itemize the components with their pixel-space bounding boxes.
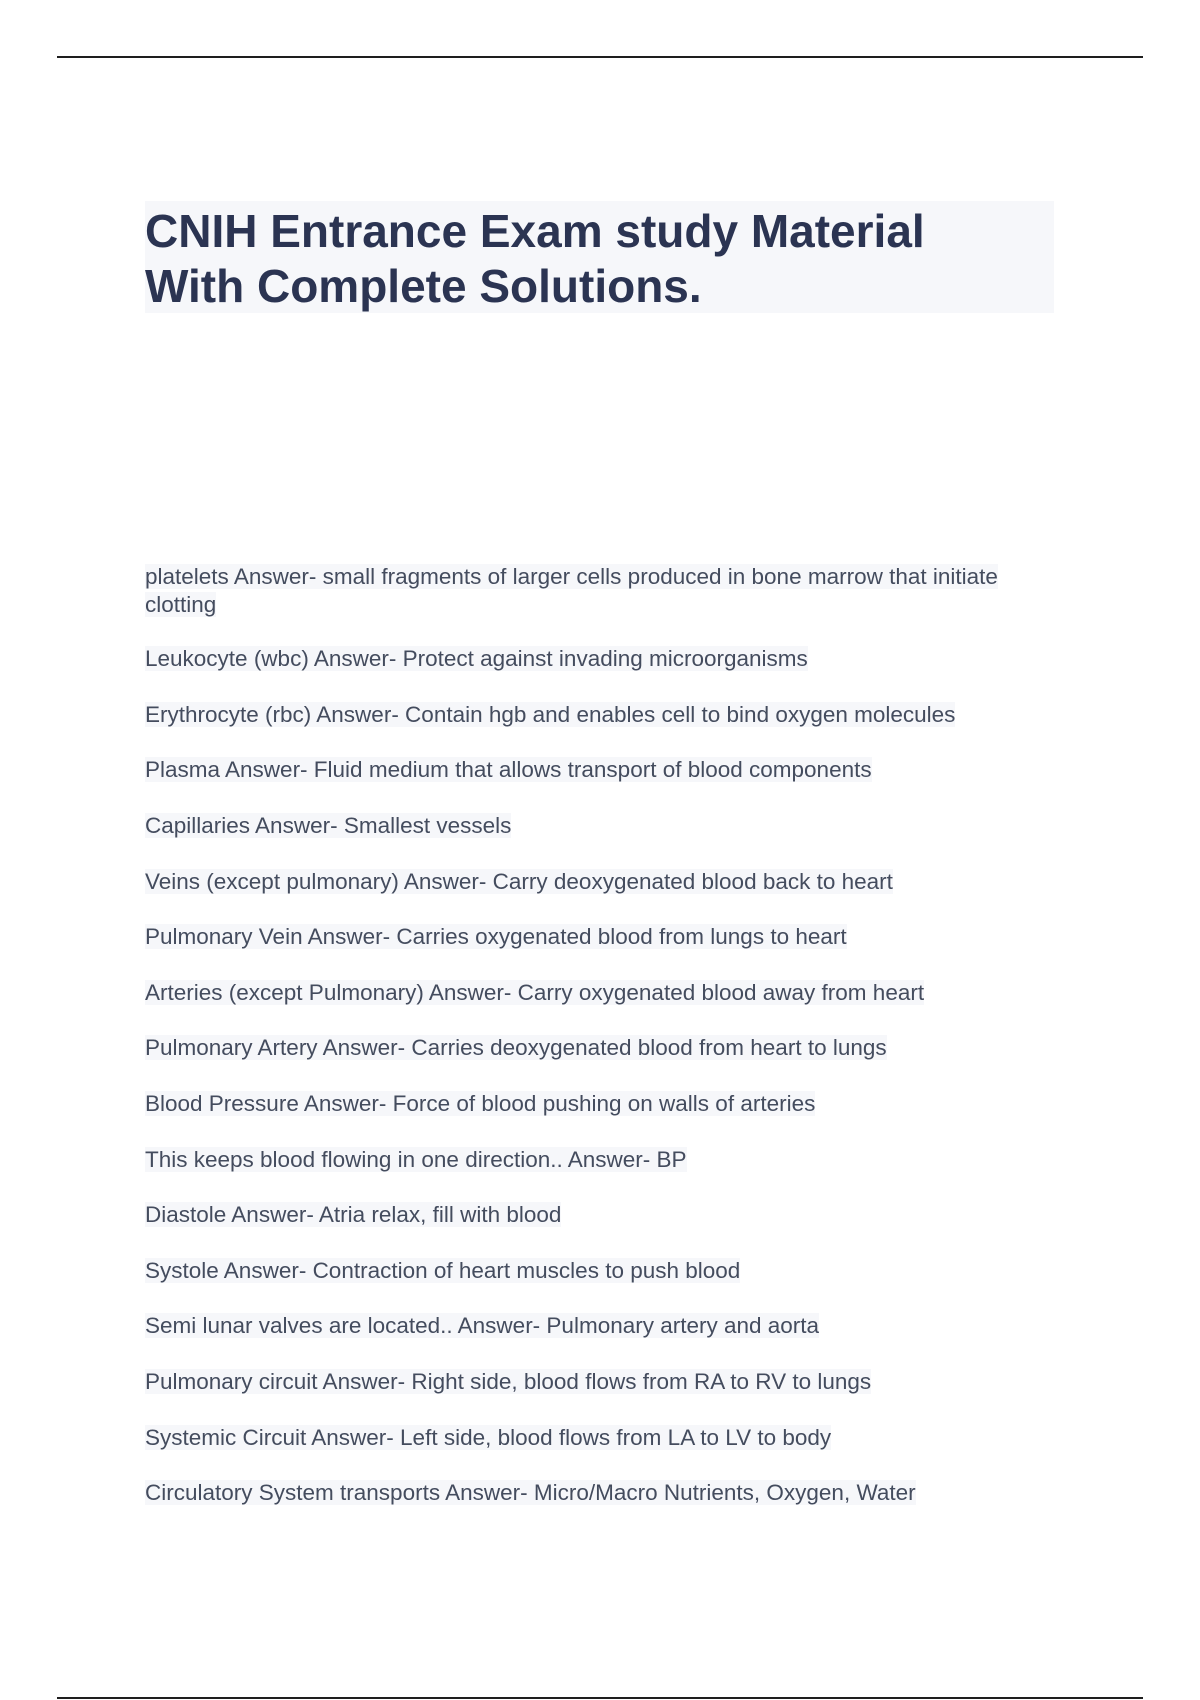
qa-item	[145, 701, 1065, 729]
qa-text: Semi lunar valves are located.. Answer- Pulmonary artery and aorta	[145, 1313, 820, 1338]
qa-text: Diastole Answer- Atria relax, fill with blood	[145, 1202, 562, 1227]
qa-text: Systemic Circuit Answer- Left side, blood flows from LA to LV to body	[145, 1425, 832, 1450]
qa-item	[145, 1201, 1065, 1229]
qa-item	[145, 1479, 1065, 1507]
qa-text: Veins (except pulmonary) Answer- Carry deoxygenated blood back to heart	[145, 869, 893, 894]
top-rule	[57, 56, 1143, 58]
qa-item	[145, 756, 1065, 784]
qa-item	[145, 1312, 1065, 1340]
title-line: With Complete Solutions.	[145, 260, 702, 312]
qa-item	[145, 812, 1065, 840]
qa-text: platelets Answer- small fragments of larger cells produced in bone marrow that initiate clotting	[145, 564, 998, 617]
qa-item	[145, 923, 1065, 951]
qa-text: Pulmonary Vein Answer- Carries oxygenated blood from lungs to heart	[145, 924, 847, 949]
document-title	[145, 201, 1054, 313]
qa-item	[145, 563, 1065, 619]
bottom-rule	[57, 1697, 1143, 1699]
qa-item	[145, 979, 1065, 1007]
qa-item	[145, 868, 1065, 896]
qa-item	[145, 1257, 1065, 1285]
qa-item	[145, 1368, 1065, 1396]
qa-item	[145, 1146, 1065, 1174]
qa-text: Erythrocyte (rbc) Answer- Contain hgb and enables cell to bind oxygen molecules	[145, 702, 956, 727]
qa-text: Blood Pressure Answer- Force of blood pushing on walls of arteries	[145, 1091, 816, 1116]
qa-text: This keeps blood flowing in one direction.. Answer- BP	[145, 1147, 687, 1172]
qa-text: Capillaries Answer- Smallest vessels	[145, 813, 512, 838]
qa-text: Systole Answer- Contraction of heart muscles to push blood	[145, 1258, 741, 1283]
qa-text: Pulmonary Artery Answer- Carries deoxygenated blood from heart to lungs	[145, 1035, 887, 1060]
qa-item	[145, 645, 1065, 673]
title-line: CNIH Entrance Exam study Material	[145, 205, 925, 257]
qa-text: Leukocyte (wbc) Answer- Protect against invading microorganisms	[145, 646, 808, 671]
qa-item	[145, 1034, 1065, 1062]
qa-text: Pulmonary circuit Answer- Right side, blood flows from RA to RV to lungs	[145, 1369, 872, 1394]
qa-item	[145, 1424, 1065, 1452]
qa-item	[145, 1090, 1065, 1118]
qa-text: Circulatory System transports Answer- Micro/Macro Nutrients, Oxygen, Water	[145, 1480, 916, 1505]
qa-text: Plasma Answer- Fluid medium that allows transport of blood components	[145, 757, 872, 782]
qa-text: Arteries (except Pulmonary) Answer- Carry oxygenated blood away from heart	[145, 980, 925, 1005]
